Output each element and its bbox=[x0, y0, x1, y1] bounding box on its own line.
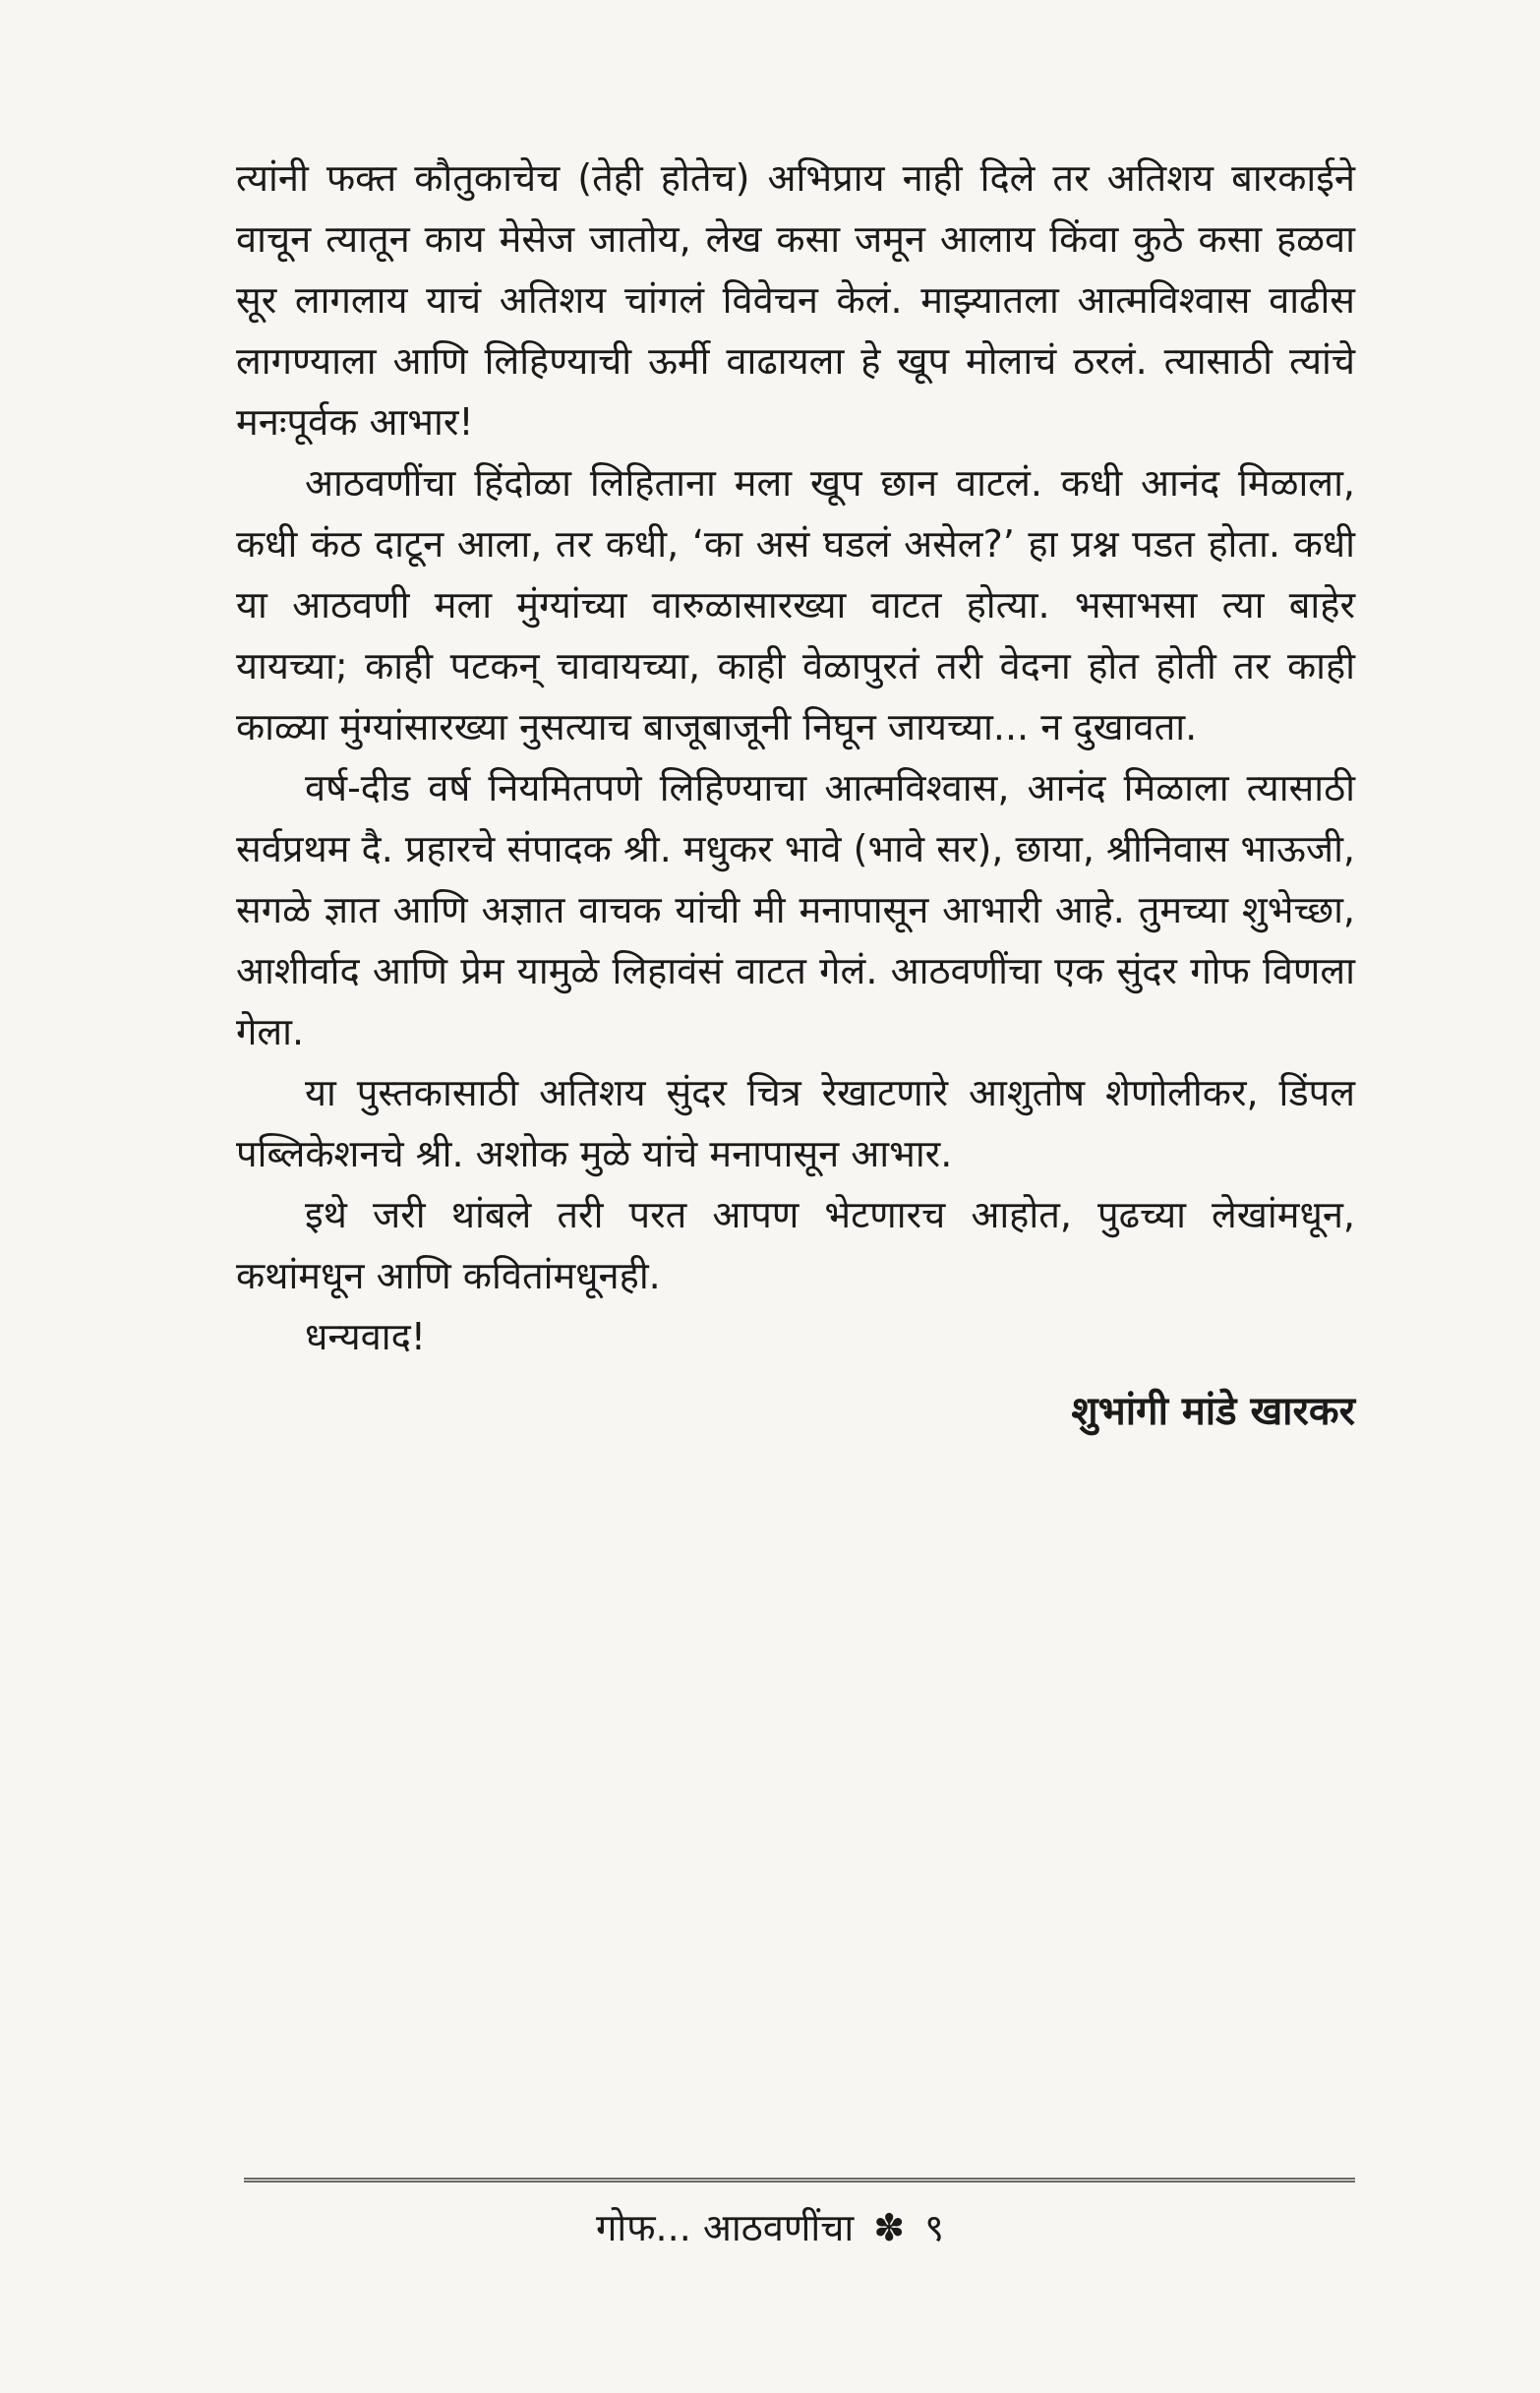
thanks-line: धन्यवाद! bbox=[305, 1315, 427, 1358]
star-separator-icon: ✽ bbox=[873, 2206, 906, 2249]
footer-divider bbox=[244, 2178, 1355, 2183]
paragraph-2: आठवणींचा हिंदोळा लिहिताना मला खूप छान वाटलं. कधी आनंद मिळाला, कधी कंठ दाटून आला, तर कधी, ‘का असं घडलं असेल?’ हा प्रश्न पडत होता. कधी या आठवणी मला मुंग्यांच्या वारुळासारख्या वाटत होत्या. भसाभसा त्या बाहेर यायच्या; काही पटकन् चावायच्या, काही वेळापुरतं तरी वेदना होत होती तर काही काळ्या मुंग्यांसारख्या नुसत्याच बाजूबाजूनी निघून जायच्या... न दुखावता. bbox=[236, 461, 1355, 748]
page-number: ९ bbox=[924, 2206, 944, 2249]
footer-book-title: गोफ... आठवणींचा bbox=[596, 2206, 855, 2249]
page-footer bbox=[0, 2203, 1540, 2252]
paragraph-4: या पुस्तकासाठी अतिशय सुंदर चित्र रेखाटणारे आशुतोष शेणोलीकर, डिंपल पब्लिकेशनचे श्री. अशोक मुळे यांचे मनापासून आभार. bbox=[236, 1071, 1355, 1175]
paragraph-5: इथे जरी थांबले तरी परत आपण भेटणारच आहोत, पुढच्या लेखांमधून, कथांमधून आणि कवितांमधूनही. bbox=[236, 1193, 1355, 1297]
author-signature: शुभांगी मांडे खारकर bbox=[1071, 1389, 1355, 1434]
paragraph-3: वर्ष-दीड वर्ष नियमितपणे लिहिण्याचा आत्मविश्वास, आनंद मिळाला त्यासाठी सर्वप्रथम दै. प्रहारचे संपादक श्री. मधुकर भावे (भावे सर), छाया, श्रीनिवास भाऊजी, सगळे ज्ञात आणि अज्ञात वाचक यांची मी मनापासून आभारी आहे. तुमच्या शुभेच्छा, आशीर्वाद आणि प्रेम यामुळे लिहावंसं वाटत गेलं. आठवणींचा एक सुंदर गोफ विणला गेला. bbox=[236, 766, 1355, 1053]
body-text bbox=[236, 148, 1355, 1442]
paragraph-1: त्यांनी फक्त कौतुकाचेच (तेही होतेच) अभिप्राय नाही दिले तर अतिशय बारकाईने वाचून त्यातून काय मेसेज जातोय, लेख कसा जमून आलाय किंवा कुठे कसा हळवा सूर लागलाय याचं अतिशय चांगलं विवेचन केलं. माझ्यातला आत्मविश्वास वाढीस लागण्याला आणि लिहिण्याची ऊर्मी वाढायला हे खूप मोलाचं ठरलं. त्यासाठी त्यांचे मनःपूर्वक आभार! bbox=[236, 156, 1355, 444]
